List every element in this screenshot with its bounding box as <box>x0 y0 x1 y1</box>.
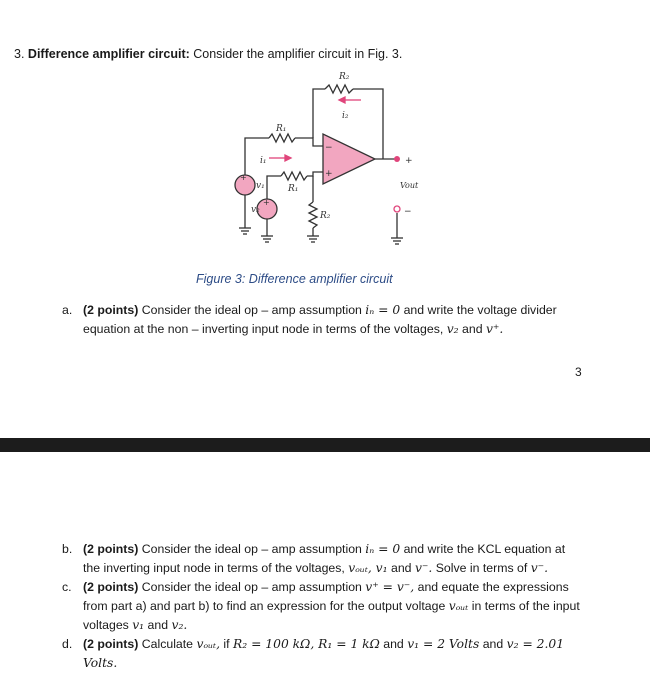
part-b-text: Consider the ideal op – amp assumption <box>138 542 362 556</box>
output-plus-label: + <box>405 156 413 166</box>
part-b-text2: and write the KCL equation at the inverting input node in terms of the voltages, <box>83 542 566 575</box>
inverting-input-wire <box>295 138 323 146</box>
v2-plus-sign: + <box>263 198 270 207</box>
part-d-math1: vₒᵤₜ, <box>196 637 220 651</box>
part-a-label: a. <box>62 303 73 317</box>
part-b-points: (2 points) <box>83 542 139 556</box>
question-number: 3. <box>14 47 25 61</box>
part-d-label: d. <box>62 637 73 651</box>
part-b-math3: v⁻. <box>414 561 433 575</box>
question-title-bold: Difference amplifier circuit: <box>27 47 190 61</box>
i1-arrow-head <box>285 155 291 161</box>
part-b-math2: vₒᵤₜ, v₁ <box>348 561 388 575</box>
part-d-math4: v₂ = 2.01 Volts. <box>83 637 565 670</box>
i1-label: i₁ <box>260 156 267 166</box>
r2-bot-label: R₂ <box>320 211 331 221</box>
v1-plus-sign: + <box>240 173 247 182</box>
part-d-text4: and <box>482 637 504 651</box>
output-terminal-plus <box>394 156 400 162</box>
part-c-math2: vₒᵤₜ <box>448 599 469 613</box>
part-c-text4: and <box>147 618 169 632</box>
part-d-text: Calculate <box>138 637 194 651</box>
part-d-text3: and <box>383 637 404 651</box>
part-c-math3: v₁ <box>132 618 145 632</box>
i2-label: i₂ <box>342 111 349 121</box>
part-c-math1: v⁺ = v⁻, <box>365 580 415 594</box>
page-number: 3 <box>575 365 582 379</box>
noninverting-input-wire <box>307 172 323 176</box>
resistor-r2-ground <box>309 202 317 228</box>
part-b-text4: Solve in terms of <box>435 561 528 575</box>
part-a-math1: iₙ = 0 <box>365 303 401 317</box>
part-d-math2: R₂ = 100 kΩ, R₁ = 1 kΩ <box>232 637 380 651</box>
question-title <box>14 47 402 61</box>
resistor-r1-top <box>269 134 295 142</box>
page-divider <box>0 438 650 452</box>
v2-label: v₂ <box>251 205 260 215</box>
part-a-points: (2 points) <box>83 303 139 317</box>
part-b-label: b. <box>62 542 73 556</box>
part-a-math2: v₂ <box>446 322 459 336</box>
part-a-text2: and write the voltage divider equation at the non – inverting input node in terms of the voltages, <box>83 303 557 336</box>
part-d-points: (2 points) <box>83 637 139 651</box>
r1-mid-left-wire <box>267 176 281 186</box>
part-b-math1: iₙ = 0 <box>365 542 401 556</box>
r2-top-label: R₂ <box>339 72 350 82</box>
part-d-math3: v₁ = 2 Volts <box>407 637 480 651</box>
part-a-text3: and <box>462 322 483 336</box>
circuit-diagram <box>225 68 430 258</box>
vout-label: Vout <box>400 181 419 190</box>
opamp-minus-sign: − <box>325 143 333 153</box>
part-c-text: Consider the ideal op – amp assumption <box>138 580 362 594</box>
part-c-text3: in terms of the input voltages <box>83 599 580 632</box>
resistor-r2-feedback <box>325 85 353 93</box>
r1-mid-label: R₁ <box>288 184 299 194</box>
output-terminal-minus <box>394 206 400 212</box>
i2-arrow-head <box>339 97 345 103</box>
part-a-text: Consider the ideal op – amp assumption <box>138 303 362 317</box>
part-d-text2: if <box>223 637 230 651</box>
v1-label: v₁ <box>256 181 265 191</box>
feedback-wire-left <box>313 89 325 138</box>
r1-top-label: R₁ <box>276 124 287 134</box>
part-c-label: c. <box>62 580 72 594</box>
part-b-text3: and <box>390 561 412 575</box>
question-title-rest: Consider the amplifier circuit in Fig. 3. <box>189 47 403 61</box>
part-c-text2: and equate the expressions from part a) and part b) to find an expression for the output voltage <box>83 580 569 613</box>
part-c-math4: v₂. <box>171 618 188 632</box>
figure-caption: Figure 3: Difference amplifier circuit <box>196 272 393 286</box>
r1-top-left-wire <box>245 138 269 145</box>
part-c-points: (2 points) <box>83 580 139 594</box>
part-b-math4: v⁻. <box>530 561 549 575</box>
opamp-plus-sign: + <box>325 169 333 179</box>
part-a-math3: v⁺. <box>485 322 504 336</box>
resistor-r1-mid <box>281 172 307 180</box>
output-minus-label: − <box>404 207 412 217</box>
